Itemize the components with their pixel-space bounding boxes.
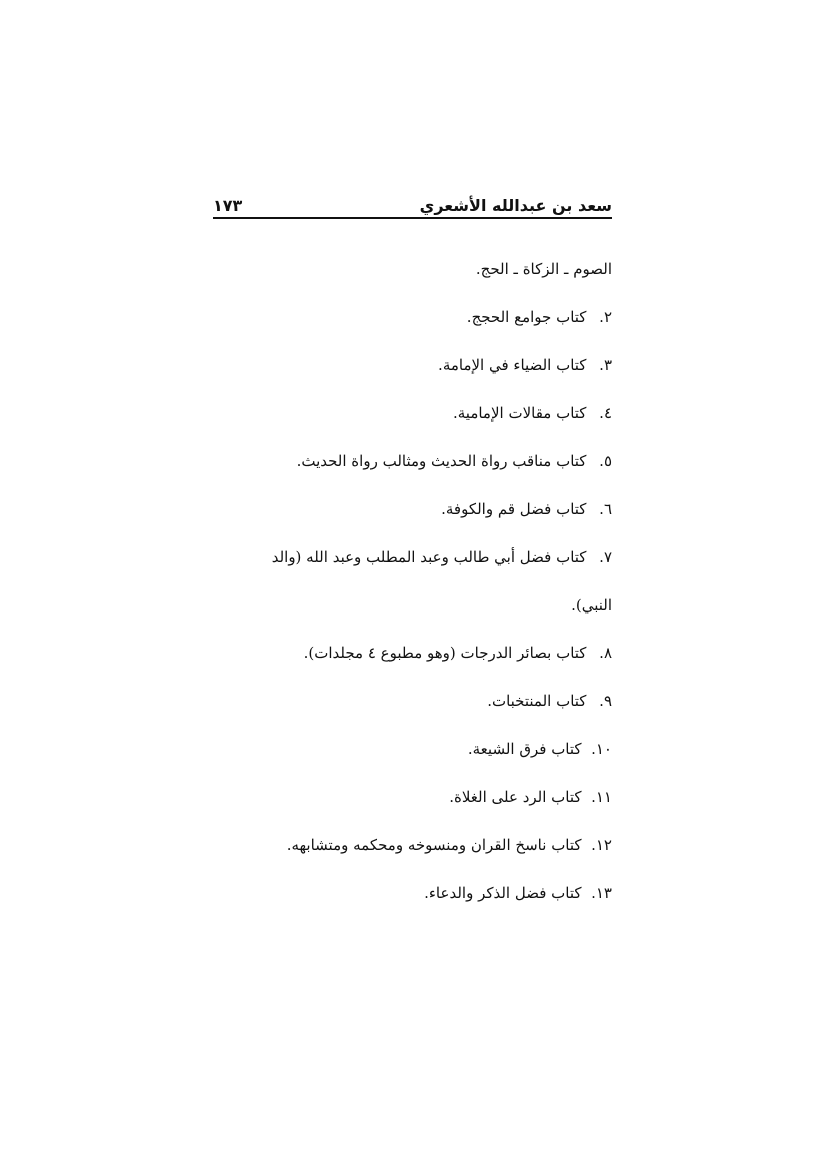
list-item (213, 636, 612, 684)
header-rule (213, 217, 612, 219)
continuation-line: الصوم ـ الزكاة ـ الحج. (475, 260, 612, 278)
header-title: سعد بن عبدالله الأشعري (419, 196, 612, 215)
list-item (213, 492, 612, 540)
item-number: ١٣. (591, 884, 612, 902)
item-number: ١٠. (591, 740, 612, 758)
list-item (213, 684, 612, 732)
item-number: ٨. (599, 644, 612, 662)
item-number: ٣. (599, 356, 612, 374)
item-text: كتاب فضل الذكر والدعاء. (424, 884, 582, 902)
item-text: كتاب ناسخ القران ومنسوخه ومحكمه ومتشابهه. (286, 836, 582, 854)
list-item (213, 780, 612, 828)
list-item (213, 396, 612, 444)
item-number: ٥. (599, 452, 612, 470)
item-text: كتاب الضياء في الإمامة. (438, 356, 587, 374)
list-item (213, 348, 612, 396)
item-text: كتاب فضل أبي طالب وعبد المطلب وعبد الله (والد (271, 548, 587, 566)
list-item-continuation: النبي). (571, 596, 612, 614)
item-text: كتاب جوامع الحجج. (466, 308, 587, 326)
list-item (213, 444, 612, 492)
book-list (213, 252, 612, 924)
list-item (213, 540, 612, 588)
item-number: ١١. (591, 788, 612, 806)
item-number: ٧. (599, 548, 612, 566)
list-item (213, 828, 612, 876)
item-number: ٢. (599, 308, 612, 326)
item-text: كتاب المنتخبات. (487, 692, 587, 710)
item-number: ٦. (599, 500, 612, 518)
running-header (213, 194, 612, 218)
item-text: كتاب فضل قم والكوفة. (441, 500, 587, 518)
list-item (213, 732, 612, 780)
item-number: ١٢. (591, 836, 612, 854)
list-item (213, 300, 612, 348)
item-text: كتاب الرد على الغلاة. (449, 788, 582, 806)
item-number: ٤. (599, 404, 612, 422)
item-number: ٩. (599, 692, 612, 710)
item-text: كتاب مناقب رواة الحديث ومثالب رواة الحديث. (296, 452, 587, 470)
page-number: ١٧٣ (213, 196, 243, 215)
list-item (213, 876, 612, 924)
item-text: كتاب بصائر الدرجات (وهو مطبوع ٤ مجلدات). (303, 644, 587, 662)
item-text: كتاب مقالات الإمامية. (452, 404, 587, 422)
item-text: كتاب فرق الشيعة. (467, 740, 582, 758)
